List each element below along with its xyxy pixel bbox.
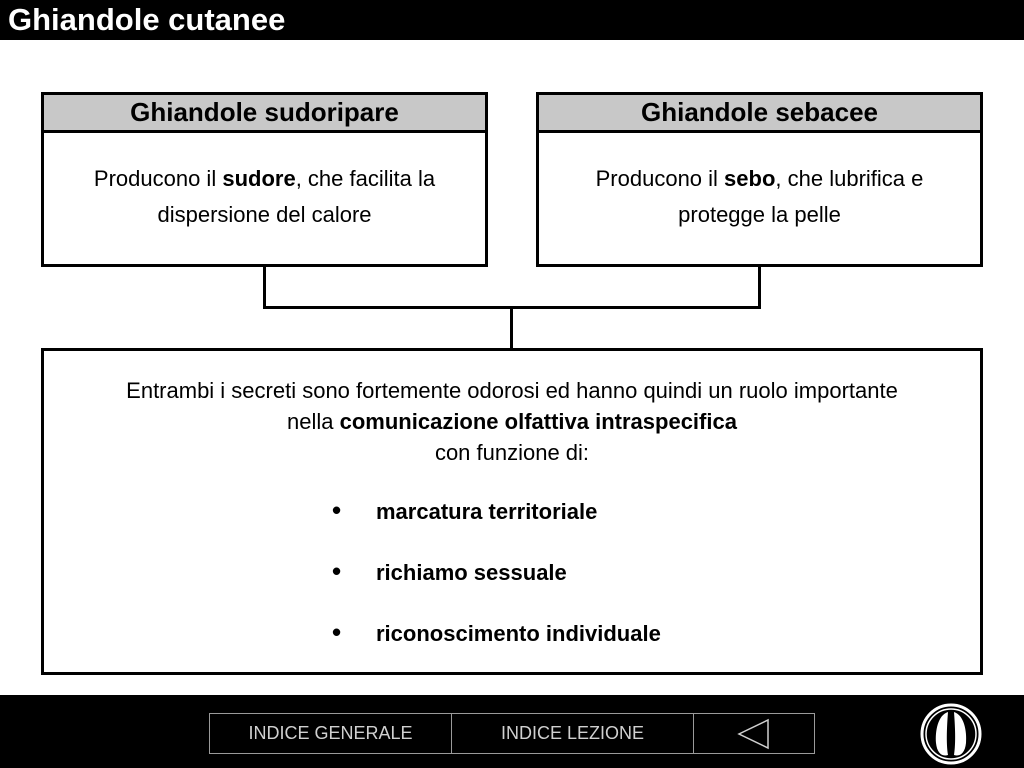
sebum-text-after: , che lubrifica e protegge la pelle: [678, 166, 924, 227]
lesson-index-button[interactable]: INDICE LEZIONE: [452, 714, 694, 753]
page-title: Ghiandole cutanee: [8, 2, 286, 37]
sweat-glands-box: [41, 92, 488, 267]
hoof-print-logo-icon[interactable]: [920, 703, 982, 765]
connector-center-down: [510, 306, 513, 349]
list-item-label: marcatura territoriale: [376, 499, 598, 524]
footer-bar: [0, 695, 1024, 768]
intro-line-3: con funzione di:: [434, 440, 590, 465]
intro-line-1: Entrambi i secreti sono fortemente odorosi ed hanno quindi un ruolo importante: [126, 378, 898, 403]
back-button[interactable]: [694, 714, 814, 753]
bullet-icon: •: [332, 617, 342, 647]
function-list: [332, 497, 661, 680]
sweat-text-after: , che facilita la dispersione del calore: [157, 166, 436, 227]
intro-line-2-before: nella: [287, 409, 340, 434]
connector-right-down: [758, 267, 761, 308]
sebum-text-before: Producono il: [595, 166, 725, 191]
navigation-bar: [209, 713, 815, 754]
sebum-text-bold: sebo: [724, 166, 776, 191]
sweat-text-before: Producono il: [93, 166, 223, 191]
intro-line-2: [44, 406, 980, 437]
bullet-icon: •: [332, 556, 342, 586]
shared-function-intro: [44, 351, 980, 468]
connector-left-down: [263, 267, 266, 308]
title-bar: [0, 0, 1024, 40]
shared-function-box: [41, 348, 983, 675]
sebaceous-glands-description: [539, 133, 980, 233]
general-index-button[interactable]: INDICE GENERALE: [210, 714, 452, 753]
list-item: [332, 619, 661, 680]
bullet-icon: •: [332, 495, 342, 525]
list-item: [332, 558, 661, 619]
sweat-glands-header: Ghiandole sudoripare: [44, 95, 485, 133]
list-item-label: richiamo sessuale: [376, 560, 567, 585]
sweat-text-bold: sudore: [222, 166, 296, 191]
list-item-label: riconoscimento individuale: [376, 621, 661, 646]
intro-line-2-bold: comunicazione olfattiva intraspecifica: [339, 409, 737, 434]
list-item: [332, 497, 661, 558]
sebaceous-glands-header: Ghiandole sebacee: [539, 95, 980, 133]
triangle-left-icon: [737, 718, 771, 750]
sebaceous-glands-box: [536, 92, 983, 267]
sweat-glands-description: [44, 133, 485, 233]
